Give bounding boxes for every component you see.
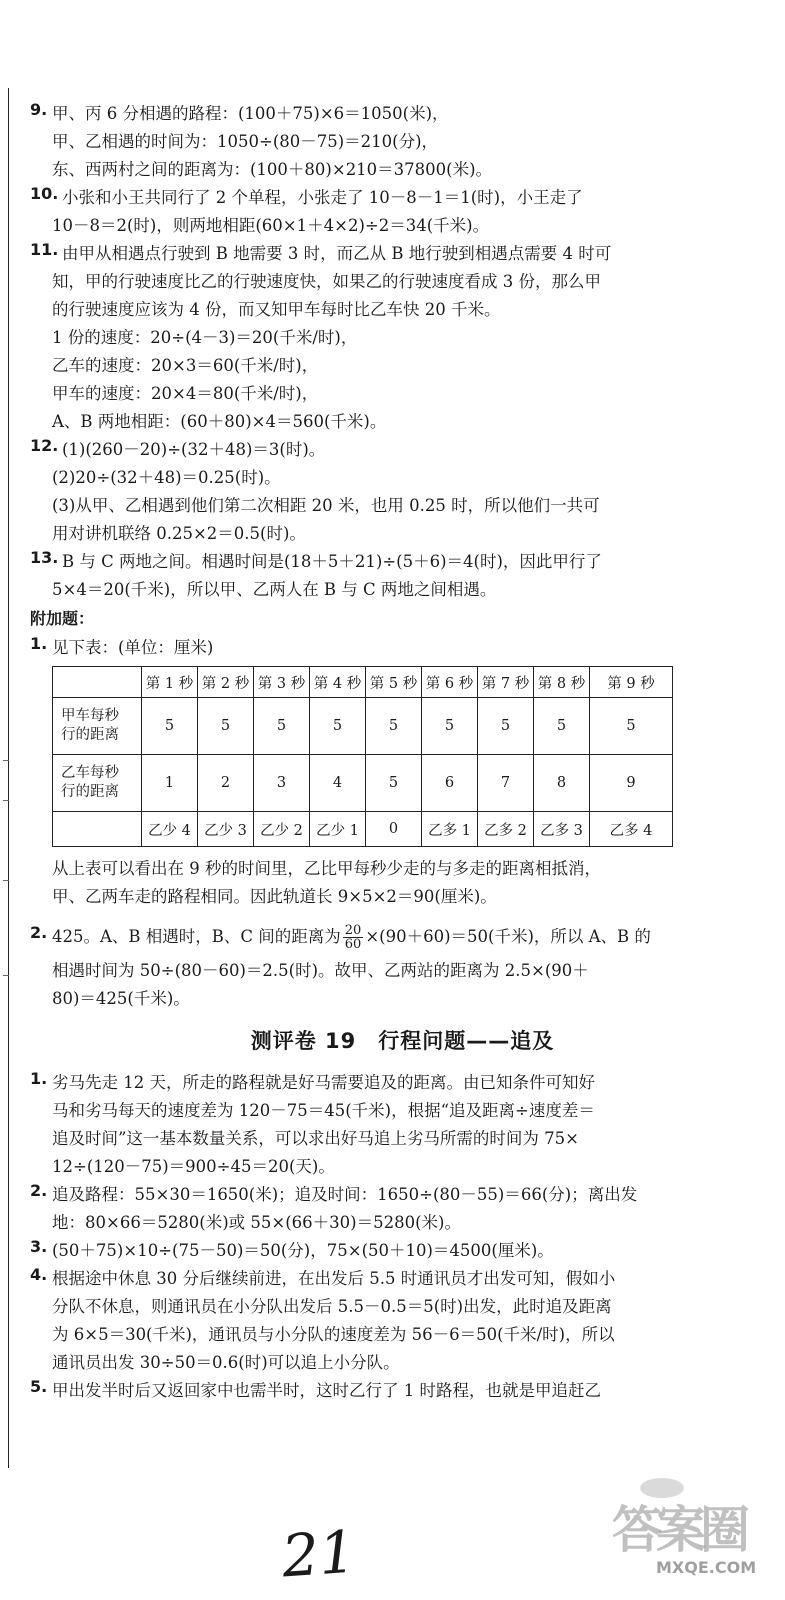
answer-line: 甲、乙两车走的路程相同。因此轨道长 9×5×2＝90(厘米)。 [52, 887, 497, 906]
handwritten-page-number: 21 [279, 1517, 359, 1591]
answer-line: (2)20÷(32＋48)＝0.25(时)。 [52, 468, 281, 487]
table-cell: 乙多 2 [478, 812, 534, 847]
answer-line: 小张和小王共同行了 2 个单程，小张走了 10－8－1＝1(时)，小王走了 [62, 188, 583, 207]
answer-line: 1 份的速度：20÷(4－3)＝20(千米/时)， [52, 328, 358, 347]
answer-line: 从上表可以看出在 9 秒的时间里，乙比甲每秒少走的与多走的距离相抵消， [52, 859, 601, 878]
item-number: 2. [30, 1181, 48, 1200]
table-cell: 乙少 2 [254, 812, 310, 847]
table-cell: 2 [198, 755, 254, 812]
table-cell: 5 [534, 698, 590, 755]
fraction-numerator: 20 [344, 923, 362, 938]
watermark-logo [612, 1470, 772, 1585]
answer-line: 甲、丙 6 分相遇的路程：(100＋75)×6＝1050(米)， [52, 104, 449, 123]
answer-content [30, 100, 775, 1405]
table-cell: 1 [142, 755, 198, 812]
answer-line: 通讯员出发 30÷50＝0.6(时)可以追上小分队。 [52, 1353, 400, 1372]
answer-line: 5×4＝20(千米)，所以甲、乙两人在 B 与 C 两地之间相遇。 [52, 580, 497, 599]
table-cell: 5 [198, 698, 254, 755]
table-cell: 5 [142, 698, 198, 755]
answer-line: 为 6×5＝30(千米)，通讯员与小分队的速度差为 56－6＝50(千米/时)，所以 [52, 1325, 615, 1344]
item-number: 10. [30, 184, 59, 203]
table-cell: 8 [534, 755, 590, 812]
table-corner-cell [53, 667, 142, 698]
answer-item-12 [30, 436, 775, 548]
answer-line: B 与 C 两地之间。相遇时间是(18＋5＋21)÷(5＋6)＝4(时)，因此甲行了 [62, 552, 602, 571]
answer-line: 用对讲机联络 0.25×2＝0.5(时)。 [52, 524, 306, 543]
table-header-cell: 第 1 秒 [142, 667, 198, 698]
gutter-mark [3, 880, 9, 881]
row-header-line: 乙车每秒 [61, 765, 119, 781]
item-number: 2. [30, 923, 48, 942]
answer-line: 乙车的速度：20×3＝60(千米/时)， [52, 356, 319, 375]
table-cell: 5 [254, 698, 310, 755]
answer-text: ×(90＋60)＝50(千米)，所以 A、B 的 [365, 927, 651, 946]
answer-line: 地：80×66＝5280(米)或 55×(66＋30)＝5280(米)。 [52, 1213, 461, 1232]
table-row [53, 698, 673, 755]
answer-line: 甲、乙相遇的时间为：1050÷(80－75)＝210(分)， [52, 132, 439, 151]
answer-item-13 [30, 548, 775, 604]
row-header-line: 行的距离 [61, 784, 119, 800]
item-number: 1. [30, 634, 48, 653]
answer-item-10 [30, 184, 775, 240]
answer-line: 追及路程：55×30＝1650(米)；追及时间：1650÷(80－55)＝66(分)；离出发 [52, 1185, 638, 1204]
table-cell: 4 [310, 755, 366, 812]
table-cell: 5 [310, 698, 366, 755]
answer-line: 马和劣马每天的速度差为 120－75＝45(千米)，根据“追及距离÷速度差＝ [52, 1101, 595, 1120]
table-header-cell: 第 3 秒 [254, 667, 310, 698]
table-cell: 5 [366, 755, 422, 812]
answer-line: 根据途中休息 30 分后继续前进，在出发后 5.5 时通讯员才出发可知，假如小 [52, 1269, 616, 1288]
table-header-cell: 第 4 秒 [310, 667, 366, 698]
table-row [53, 755, 673, 812]
watermark-url: MXQE.COM [656, 1558, 757, 1577]
table-cell: 5 [590, 698, 673, 755]
table-header-cell: 第 9 秒 [590, 667, 673, 698]
answer-item-new-3 [30, 1237, 775, 1265]
table-cell: 乙多 3 [534, 812, 590, 847]
answer-line: 知，甲的行驶速度比乙的行驶速度快，如果乙的行驶速度看成 3 份，那么甲 [52, 272, 601, 291]
table-cell: 0 [366, 812, 422, 847]
table-cell: 5 [366, 698, 422, 755]
answer-item-new-4 [30, 1265, 775, 1377]
table-cell: 5 [478, 698, 534, 755]
answer-line: 由甲从相遇点行驶到 B 地需要 3 时，而乙从 B 地行驶到相遇点需要 4 时可 [62, 244, 612, 263]
answer-item-new-5 [30, 1377, 775, 1405]
table-cell: 9 [590, 755, 673, 812]
answer-line: 相遇时间为 50÷(80－60)＝2.5(时)。故甲、乙两站的距离为 2.5×(90＋ [52, 961, 589, 980]
answer-line: 东、西两村之间的距离为：(100＋80)×210＝37800(米)。 [52, 160, 493, 179]
table-cell: 乙少 4 [142, 812, 198, 847]
item-number: 3. [30, 1237, 48, 1256]
table-cell: 乙多 4 [590, 812, 673, 847]
answer-line: 劣马先走 12 天，所走的路程就是好马需要追及的距离。由已知条件可知好 [52, 1073, 595, 1092]
watermark-text: 答案圈 [612, 1501, 744, 1559]
table-header-cell: 第 7 秒 [478, 667, 534, 698]
table-header-cell: 第 2 秒 [198, 667, 254, 698]
answer-item-new-1 [30, 1069, 775, 1181]
item-number: 12. [30, 436, 59, 455]
answer-line: 甲出发半时后又返回家中也需半时，这时乙行了 1 时路程，也就是甲追赶乙 [52, 1381, 601, 1400]
table-cell: 3 [254, 755, 310, 812]
gutter-mark [3, 760, 9, 761]
answer-item-new-2 [30, 1181, 775, 1237]
answer-line [52, 917, 775, 957]
extra-item-2 [30, 917, 775, 1013]
answer-line: 见下表：(单位：厘米) [52, 638, 214, 657]
extra-item-1 [30, 634, 775, 662]
speed-table [52, 666, 673, 847]
answer-line: 追及时间”这一基本数量关系，可以求出好马追上劣马所需的时间为 75× [52, 1129, 580, 1148]
answer-line: 12÷(120－75)＝900÷45＝20(天)。 [52, 1157, 335, 1176]
table-header-cell: 第 6 秒 [422, 667, 478, 698]
answer-line: 甲车的速度：20×4＝80(千米/时)， [52, 384, 319, 403]
answer-item-9 [30, 100, 775, 184]
table-cell: 6 [422, 755, 478, 812]
table-row-header [53, 698, 142, 755]
answer-item-11 [30, 240, 775, 436]
item-number: 5. [30, 1377, 48, 1396]
table-header-cell: 第 5 秒 [366, 667, 422, 698]
fraction [343, 924, 364, 951]
answer-line: 10－8＝2(时)，则两地相距(60×1＋4×2)÷2＝34(千米)。 [52, 216, 490, 235]
table-row-header [53, 812, 142, 847]
table-row [53, 812, 673, 847]
table-cell: 乙少 3 [198, 812, 254, 847]
table-header-cell: 第 8 秒 [534, 667, 590, 698]
item-number: 4. [30, 1265, 48, 1284]
extra-heading: 附加题： [30, 609, 95, 628]
binding-rule [8, 88, 9, 1468]
table-cell: 7 [478, 755, 534, 812]
table-header-row [53, 667, 673, 698]
item-number: 1. [30, 1069, 48, 1088]
row-header-line: 行的距离 [61, 727, 119, 743]
gutter-mark [3, 800, 9, 801]
table-cell: 5 [422, 698, 478, 755]
item-number: 13. [30, 548, 59, 567]
item-number: 9. [30, 100, 48, 119]
item-number: 11. [30, 240, 59, 259]
answer-line: 80)＝425(千米)。 [52, 989, 190, 1008]
answer-line: 分队不休息，则通讯员在小分队出发后 5.5－0.5＝5(时)出发，此时追及距离 [52, 1297, 612, 1316]
row-header-line: 甲车每秒 [61, 708, 119, 724]
table-cell: 乙少 1 [310, 812, 366, 847]
answer-line: A、B 两地相距：(60＋80)×4＝560(千米)。 [52, 412, 387, 431]
answer-line: (1)(260－20)÷(32＋48)＝3(时)。 [62, 440, 326, 459]
section-title: 测评卷 19 行程问题——追及 [250, 1029, 555, 1053]
table-cell: 乙多 1 [422, 812, 478, 847]
answer-line: 的行驶速度应该为 4 份，而又知甲车每时比乙车快 20 千米。 [52, 300, 501, 319]
answer-line: (3)从甲、乙相遇到他们第二次相距 20 米，也用 0.25 时，所以他们一共可 [52, 496, 600, 515]
table-row-header [53, 755, 142, 812]
answer-text: 425。A、B 相遇时，B、C 间的距离为 [52, 927, 341, 946]
fraction-denominator: 60 [344, 937, 362, 952]
gutter-mark [3, 975, 9, 976]
answer-line: (50＋75)×10÷(75－50)＝50(分)，75×(50＋10)＝4500(厘米)。 [52, 1241, 554, 1260]
extra-q1-conclusion [30, 855, 775, 911]
